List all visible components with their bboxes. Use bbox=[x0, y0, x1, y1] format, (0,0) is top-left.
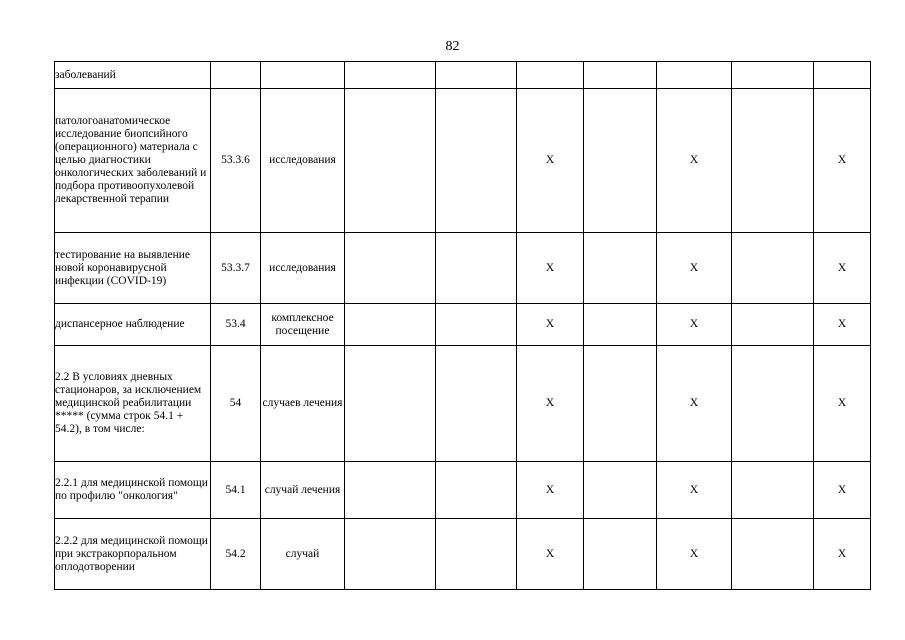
row-name: диспансерное наблюдение bbox=[55, 304, 211, 346]
empty-cell bbox=[584, 462, 657, 519]
data-table bbox=[54, 61, 871, 590]
x-mark: X bbox=[657, 89, 732, 233]
x-mark: X bbox=[517, 462, 584, 519]
empty-cell bbox=[584, 62, 657, 89]
table-row bbox=[55, 346, 871, 462]
x-mark bbox=[657, 62, 732, 89]
x-mark: X bbox=[814, 462, 871, 519]
row-name: 2.2.1 для медицинской помощи по профилю "онкология" bbox=[55, 462, 211, 519]
row-name: 2.2 В условиях дневных стационаров, за исключением медицинской реабилитации ***** (сумма строк 54.1 + 54.2), в том числе: bbox=[55, 346, 211, 462]
row-code: 53.3.7 bbox=[211, 233, 261, 304]
empty-cell bbox=[584, 304, 657, 346]
row-unit: случай лечения bbox=[261, 462, 345, 519]
empty-cell bbox=[732, 233, 814, 304]
x-mark: X bbox=[657, 519, 732, 590]
row-name: патологоанатомическое исследование биопсийного (операционного) материала с целью диагностики онкологических заболеваний и подбора противоопухолевой лекарственной терапии bbox=[55, 89, 211, 233]
table-row bbox=[55, 89, 871, 233]
row-unit bbox=[261, 62, 345, 89]
empty-cell bbox=[732, 346, 814, 462]
table-row bbox=[55, 462, 871, 519]
empty-cell bbox=[345, 233, 436, 304]
x-mark: X bbox=[517, 89, 584, 233]
empty-cell bbox=[732, 304, 814, 346]
row-unit: комплексное посещение bbox=[261, 304, 345, 346]
x-mark: X bbox=[517, 519, 584, 590]
x-mark bbox=[517, 62, 584, 89]
x-mark: X bbox=[517, 346, 584, 462]
row-code: 54.2 bbox=[211, 519, 261, 590]
x-mark: X bbox=[517, 233, 584, 304]
empty-cell bbox=[584, 89, 657, 233]
empty-cell bbox=[345, 462, 436, 519]
x-mark bbox=[814, 62, 871, 89]
row-unit: исследования bbox=[261, 233, 345, 304]
empty-cell bbox=[584, 346, 657, 462]
empty-cell bbox=[436, 89, 517, 233]
empty-cell bbox=[732, 519, 814, 590]
x-mark: X bbox=[814, 346, 871, 462]
empty-cell bbox=[584, 233, 657, 304]
row-code bbox=[211, 62, 261, 89]
x-mark: X bbox=[657, 233, 732, 304]
empty-cell bbox=[436, 462, 517, 519]
x-mark: X bbox=[657, 462, 732, 519]
table-row bbox=[55, 62, 871, 89]
row-code: 53.3.6 bbox=[211, 89, 261, 233]
row-name: 2.2.2 для медицинской помощи при экстракорпоральном оплодотворении bbox=[55, 519, 211, 590]
empty-cell bbox=[732, 62, 814, 89]
empty-cell bbox=[732, 462, 814, 519]
row-unit: исследования bbox=[261, 89, 345, 233]
table-row bbox=[55, 304, 871, 346]
x-mark: X bbox=[814, 89, 871, 233]
page-number: 82 bbox=[445, 39, 460, 54]
table-row bbox=[55, 233, 871, 304]
x-mark: X bbox=[657, 304, 732, 346]
empty-cell bbox=[345, 304, 436, 346]
row-code: 53.4 bbox=[211, 304, 261, 346]
x-mark: X bbox=[814, 304, 871, 346]
table-row bbox=[55, 519, 871, 590]
x-mark: X bbox=[814, 519, 871, 590]
row-code: 54 bbox=[211, 346, 261, 462]
empty-cell bbox=[436, 62, 517, 89]
empty-cell bbox=[436, 346, 517, 462]
row-code: 54.1 bbox=[211, 462, 261, 519]
x-mark: X bbox=[657, 346, 732, 462]
x-mark: X bbox=[517, 304, 584, 346]
empty-cell bbox=[345, 89, 436, 233]
empty-cell bbox=[345, 62, 436, 89]
row-name: тестирование на выявление новой коронавирусной инфекции (COVID-19) bbox=[55, 233, 211, 304]
x-mark: X bbox=[814, 233, 871, 304]
row-unit: случаев лечения bbox=[261, 346, 345, 462]
row-unit: случай bbox=[261, 519, 345, 590]
empty-cell bbox=[732, 89, 814, 233]
empty-cell bbox=[345, 346, 436, 462]
empty-cell bbox=[436, 233, 517, 304]
empty-cell bbox=[584, 519, 657, 590]
row-name: заболеваний bbox=[55, 62, 211, 89]
empty-cell bbox=[436, 519, 517, 590]
empty-cell bbox=[436, 304, 517, 346]
empty-cell bbox=[345, 519, 436, 590]
